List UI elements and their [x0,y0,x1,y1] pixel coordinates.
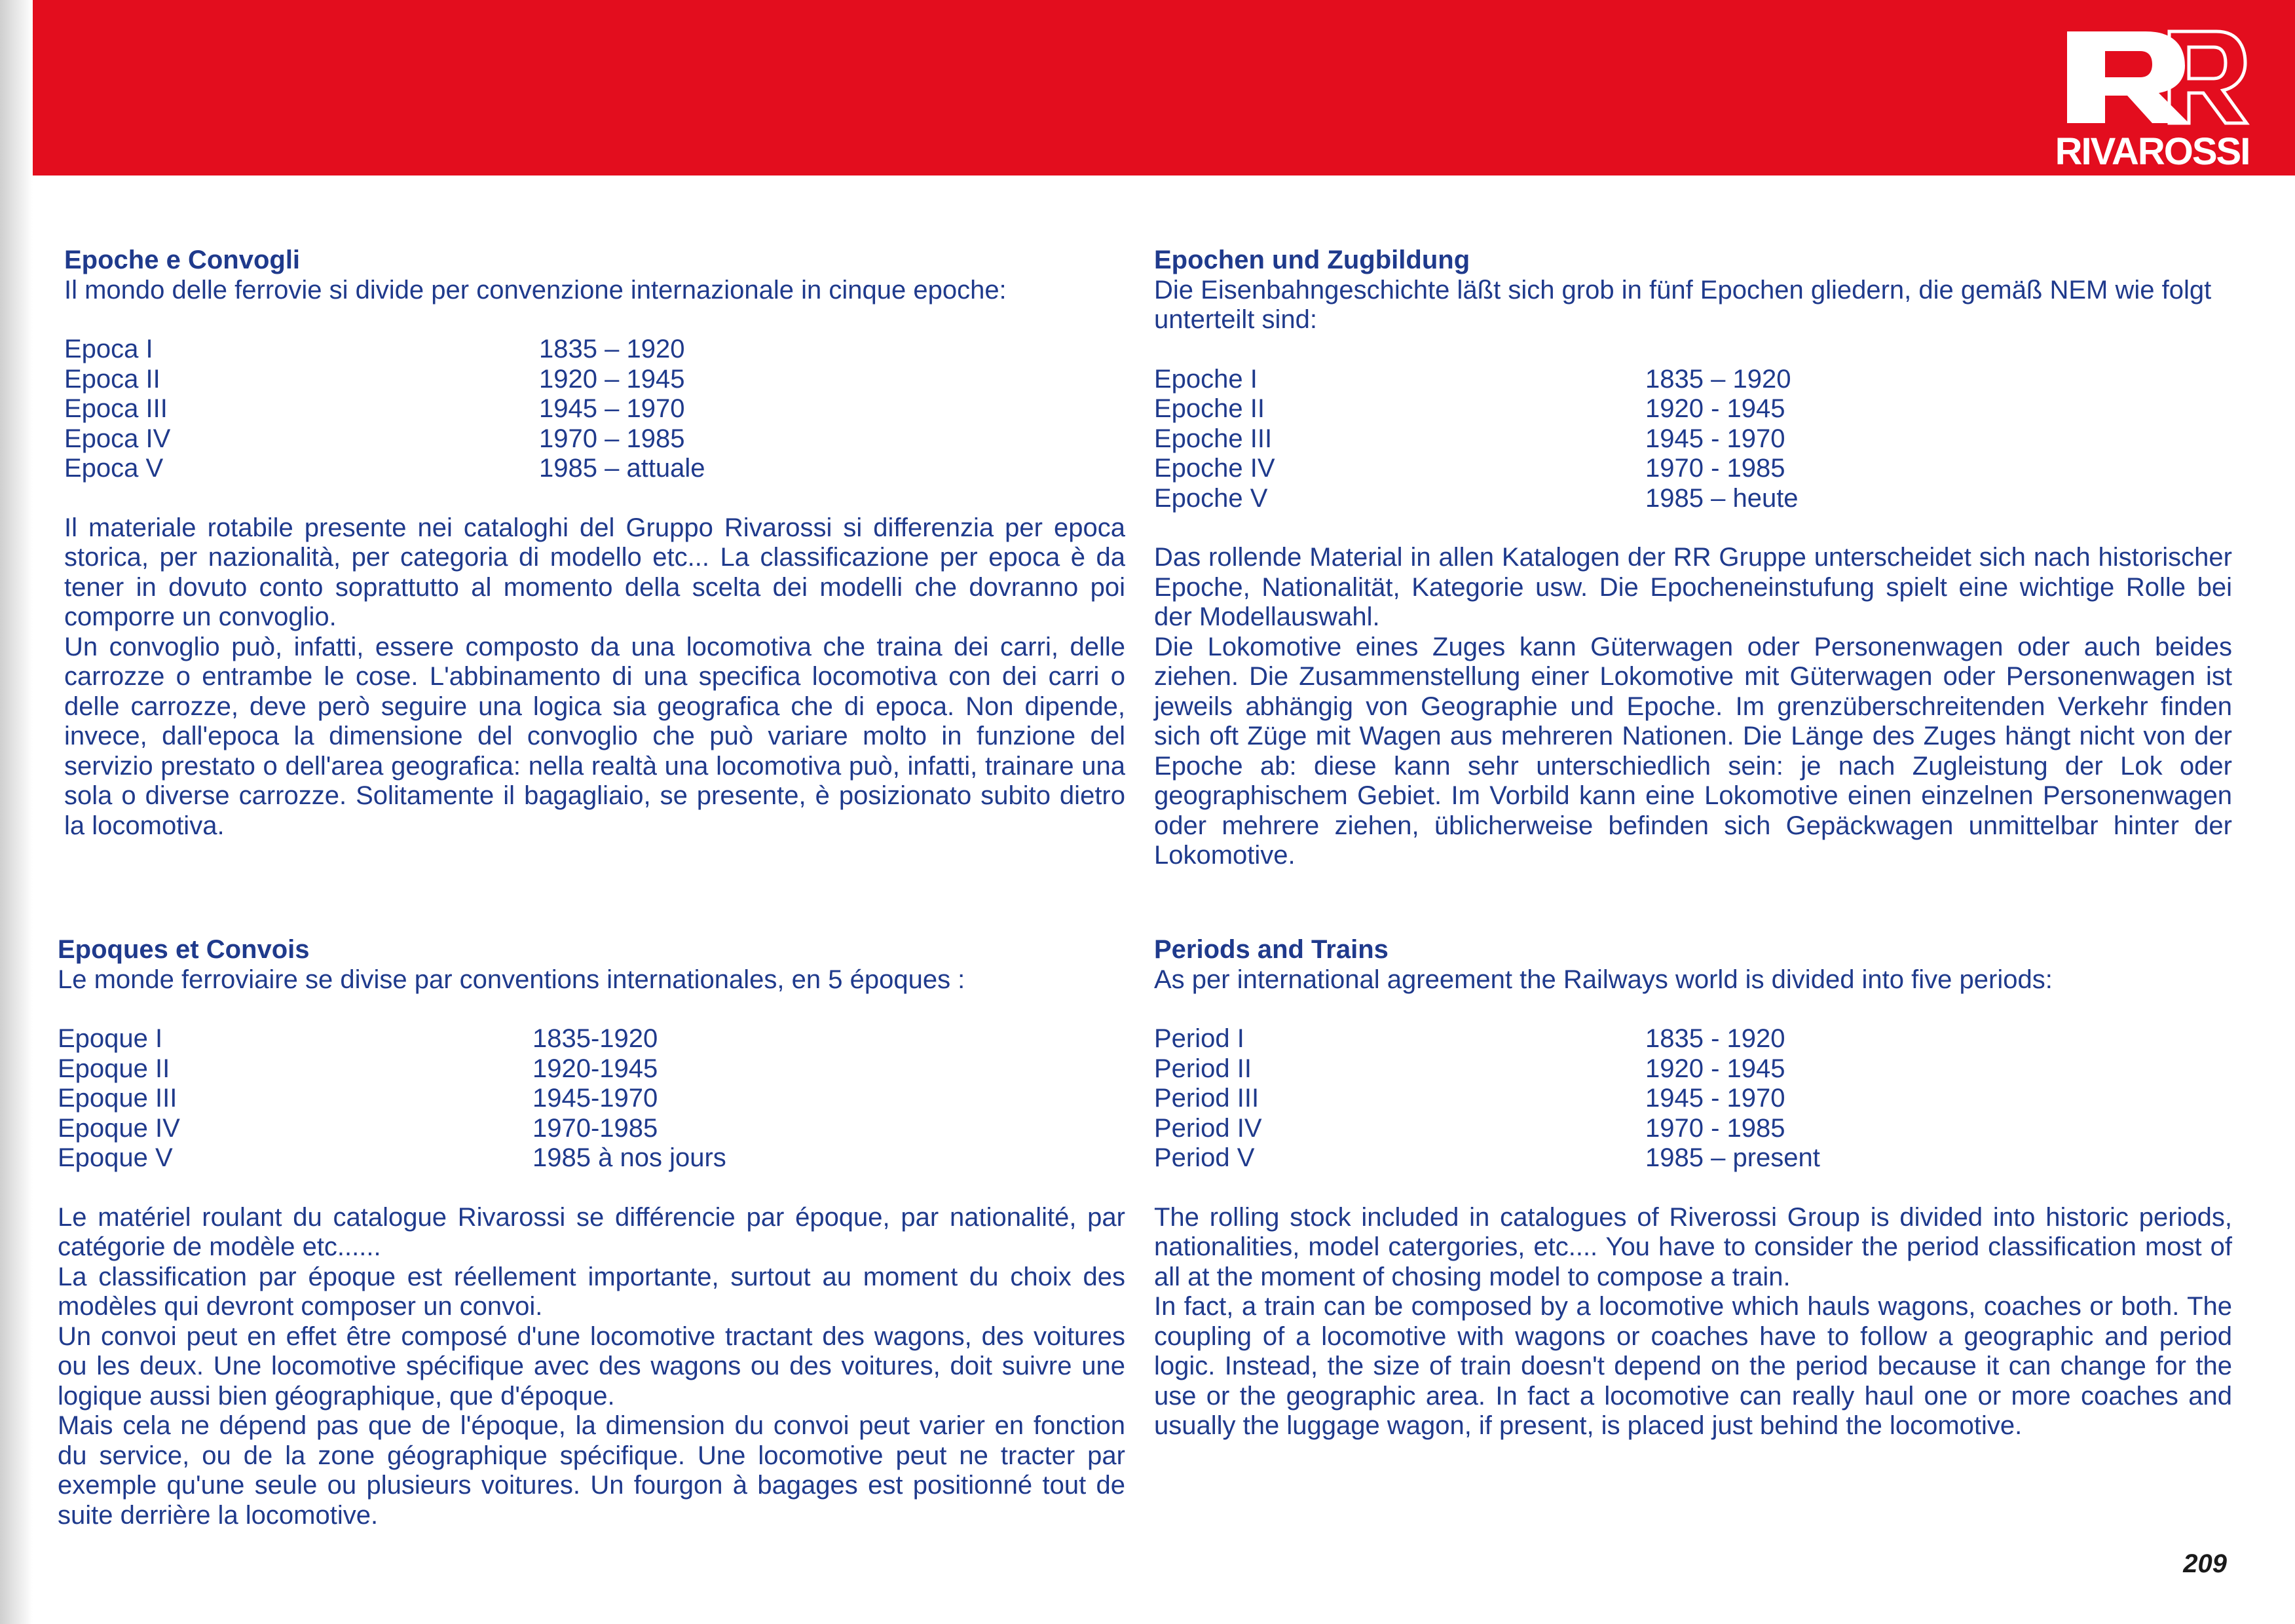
epoch-period: 1920 - 1945 [1645,1054,1785,1083]
epoch-name: Period III [1154,1084,1259,1113]
epoch-period: 1985 – attuale [539,454,705,483]
epoch-name: Epoca I [64,335,153,363]
epoch-period: 1920 - 1945 [1645,394,1785,423]
epoch-row [64,365,1125,395]
section-title: Epoche e Convogli [64,246,301,274]
epoch-name: Epoche V [1154,483,1268,513]
section-intro: As per international agreement the Railways world is divided into five periods: [1154,965,2053,994]
epoch-name: Epoca V [64,454,164,483]
section-german [1154,246,2232,871]
epoch-name: Period I [1154,1024,1244,1053]
section-title: Epoques et Convois [58,935,310,964]
epoch-period: 1920 – 1945 [539,364,685,394]
epoch-name: Epoche II [1154,394,1265,423]
epoch-period: 1985 à nos jours [532,1143,726,1172]
epoch-row [64,454,1125,484]
section-intro: Le monde ferroviaire se divise par conventions internationales, en 5 époques : [58,965,965,994]
body-paragraph: Mais cela ne dépend pas que de l'époque, la dimension du convoi peut varier en fonction du service, ou de la zone géographique spécifique. Une locomotive peut ne tracter par exemple qu'une seule ou plusieurs voitures. Un fourgon à bagages est positionné tout de suite derrière la locomotive. [58,1411,1125,1530]
rr-monogram-logo [2054,25,2250,130]
epoch-name: Epoca III [64,394,168,423]
epoch-row [1154,1114,2232,1144]
epoch-row [58,1054,1125,1084]
epoch-row [64,335,1125,365]
epoch-row [58,1024,1125,1054]
section-title: Epochen und Zugbildung [1154,246,1470,274]
body-paragraph: Le matériel roulant du catalogue Rivarossi se différencie par époque, par nationalité, par catégorie de modèle etc...... [58,1202,1125,1261]
epoch-name: Epoche III [1154,424,1273,453]
epoch-period: 1835 - 1920 [1645,1024,1785,1053]
epoch-name: Epoca IV [64,424,171,453]
section-french [58,935,1125,1530]
epoch-period: 1945 - 1970 [1645,424,1785,453]
epoch-period: 1970 - 1985 [1645,454,1785,483]
epoch-row [1154,365,2232,395]
section-english [1154,935,2232,1441]
epoch-row [1154,1024,2232,1054]
epoch-table [64,335,1125,484]
epoch-name: Epoque III [58,1084,177,1113]
body-paragraph: Das rollende Material in allen Katalogen der RR Gruppe unterscheidet sich nach historischer Epoche, Nationalität, Kategorie usw. Die Epocheneinstufung spielt eine wichtige Rolle bei der Modellauswahl. [1154,543,2232,631]
epoch-row [58,1143,1125,1173]
epoch-row [1154,454,2232,484]
epoch-name: Period II [1154,1054,1252,1083]
epoch-row [1154,1084,2232,1114]
epoch-name: Period V [1154,1143,1255,1172]
rivarossi-logo [2054,25,2250,173]
epoch-period: 1835-1920 [532,1024,658,1053]
epoch-name: Epoche I [1154,364,1258,394]
epoch-row [1154,424,2232,454]
header-band [0,0,2295,175]
epoch-row [1154,1143,2232,1173]
epoch-row [64,394,1125,424]
epoch-period: 1945 – 1970 [539,394,685,423]
epoch-period: 1835 – 1920 [1645,364,1791,394]
epoch-name: Epoque IV [58,1113,180,1143]
epoch-name: Period IV [1154,1113,1262,1143]
epoch-name: Epoque I [58,1024,163,1053]
epoch-period: 1985 – heute [1645,483,1799,513]
body-paragraph: La classification par époque est réellement importante, surtout au moment du choix des modèles qui devront composer un convoi. [58,1262,1125,1321]
epoch-row [64,424,1125,454]
epoch-table [58,1024,1125,1173]
section-intro: Il mondo delle ferrovie si divide per convenzione internazionale in cinque epoche: [64,275,1007,304]
epoch-period: 1970-1985 [532,1113,658,1143]
epoch-period: 1970 - 1985 [1645,1113,1785,1143]
epoch-name: Epoque II [58,1054,170,1083]
epoch-row [58,1114,1125,1144]
epoch-period: 1835 – 1920 [539,335,685,363]
epoch-period: 1920-1945 [532,1054,658,1083]
epoch-row [1154,394,2232,424]
epoch-table [1154,1024,2232,1173]
epoch-table [1154,365,2232,514]
body-paragraph: In fact, a train can be composed by a locomotive which hauls wagons, coaches or both. The coupling of a locomotive with wagons or coaches have to follow a geographic and period logic. Instead, the size of train doesn't depend on the period because it can change for the use or the geographic area. In fact a locomotive can really haul one or more coaches and usually the luggage wagon, if present, is placed just behind the locomotive. [1154,1292,2232,1440]
epoch-name: Epoca II [64,364,160,394]
body-paragraph: The rolling stock included in catalogues of Riverossi Group is divided into historic periods, nationalities, model catergories, etc.... You have to consider the period classification most of all at the moment of chosing model to compose a train. [1154,1202,2232,1291]
body-paragraph: Il materiale rotabile presente nei cataloghi del Gruppo Rivarossi si differenzia per epoca storica, per nazionalità, per categoria di modello etc... La classificazione per epoca è da tener in dovuto conto soprattutto al momento della scelta dei modelli che dovranno poi comporre un convoglio. [64,513,1125,631]
epoch-name: Epoque V [58,1143,173,1172]
body-paragraph: Un convoglio può, infatti, essere composto da una locomotiva che traina dei carri, delle carrozze o entrambe le cose. L'abbinamento di una specifica locomotiva con dei carri o delle carrozze, deve però seguire una logica sia geografica che di epoca. Non dipende, invece, dall'epoca la dimensione del convoglio che può variare molto in funzione del servizio prestato o dell'area geografica: nella realtà una locomotiva può, infatti, trainare una sola o diverse carrozze. Solitamente il bagagliaio, se presente, è posizionato subito dietro la locomotiva. [64,632,1125,840]
brand-name: RIVAROSSI [2055,130,2250,173]
section-italian [64,246,1125,841]
section-intro: Die Eisenbahngeschichte läßt sich grob in fünf Epochen gliedern, die gemäß NEM wie folgt unterteilt sind: [1154,275,2212,334]
epoch-period: 1970 – 1985 [539,424,685,453]
epoch-name: Epoche IV [1154,454,1275,483]
body-paragraph: Die Lokomotive eines Zuges kann Güterwagen oder Personenwagen oder auch beides ziehen. Die Zusammenstellung einer Lokomotive mit Güterwagen oder Personenwagen ist jeweils abhängig von Geographie und Epoche. Im grenzüberschreitenden Verkehr finden sich oft Züge mit Wagen aus mehreren Nationen. Die Länge des Zuges hängt nicht von der Epoche ab: diese kann sehr unterschiedlich sein: je nach Zugleistung der Lok oder geographischem Gebiet. Im Vorbild kann eine Lokomotive einen einzelnen Personenwagen oder mehrere ziehen, üblicherweise befinden sich Gepäckwagen unmittelbar hinter der Lokomotive. [1154,632,2232,870]
epoch-period: 1985 – present [1645,1143,1820,1172]
body-paragraph: Un convoi peut en effet être composé d'une locomotive tractant des wagons, des voitures ou les deux. Une locomotive spécifique avec des wagons ou des voitures, doit suivre une logique aussi bien géographique, que d'époque. [58,1321,1125,1411]
epoch-row [1154,484,2232,514]
epoch-row [1154,1054,2232,1084]
epoch-period: 1945 - 1970 [1645,1084,1785,1113]
section-title: Periods and Trains [1154,935,1389,964]
epoch-row [58,1084,1125,1114]
page-number: 209 [2183,1549,2227,1578]
book-binding-shadow [0,0,33,1624]
epoch-period: 1945-1970 [532,1084,658,1113]
